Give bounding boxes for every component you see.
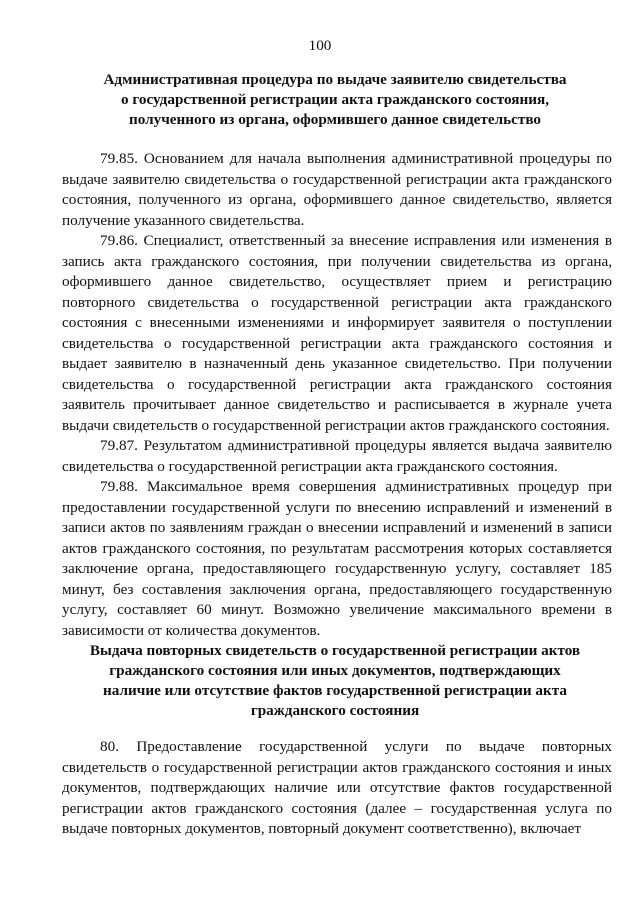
heading-line: о государственной регистрации акта гражданского состояния, [120,91,550,108]
paragraph-79-85: 79.85. Основанием для начала выполнения административной процедуры по выдаче заявителю свидетельства о государственной регистрации акта гражданского состояния, полученного из органа, оформившего данное свидетельство, является получение указанного свидетельства. [62,150,612,229]
heading-line: Административная процедура по выдаче заявителю свидетельства [103,71,567,88]
section-heading-repeat-certificates [70,641,600,721]
heading-line: наличие или отсутствие фактов государственной регистрации акта [103,682,567,699]
heading-line: полученного из органа, оформившего данное свидетельство [128,111,542,128]
paragraph-80: 80. Предоставление государственной услуги по выдаче повторных свидетельств о государственной регистрации актов гражданского состояния и иных документов, подтверждающих наличие или отсутствие фактов государственной регистрации актов гражданского состояния (далее – государственная услуга по выдаче повторных документов, повторный документ соответственно), включает [62,738,612,837]
page-number: 100 [308,37,332,54]
section-body-issuance [62,149,612,641]
paragraph-79-86: 79.86. Специалист, ответственный за внесение исправления или изменения в запись акта гражданского состояния, при получении свидетельства из органа, оформившего данное свидетельство, осуществляет прием и регистрацию повторного свидетельства о государственной регистрации акта гражданского состояния с внесенными изменениями и информирует заявителя о поступлении свидетельства о государственной регистрации акта гражданского состояния и выдает заявителю в назначенный день указанное свидетельство. При получении свидетельства о государственной регистрации акта гражданского состояния заявитель прочитывает данное свидетельство и расписывается в журнале учета выдачи свидетельств о государственной регистрации актов гражданского состояния. [62,232,612,434]
paragraph-79-87: 79.87. Результатом административной процедуры является выдача заявителю свидетельства о государственной регистрации акта гражданского состояния. [62,437,612,475]
heading-line: Выдача повторных свидетельств о государственной регистрации актов [89,642,581,659]
heading-line: гражданского состояния [250,702,420,719]
section-heading-issuance [70,70,600,130]
paragraph-79-88: 79.88. Максимальное время совершения административных процедур при предоставлении государственной услуги по внесению исправлений и изменений в записи актов по заявлениям граждан о внесении исправлений и изменений в записи актов гражданского состояния, по результатам рассмотрения которых составляется заключение органа, предоставляющего государственную услугу, составляет 185 минут, без составления заключения органа, предоставляющего государственную услугу, составляет 60 минут. Возможно увеличение максимального времени в зависимости от количества документов. [62,478,612,639]
section-body-repeat-certificates [62,737,612,840]
heading-line: гражданского состояния или иных документов, подтверждающих [109,662,561,679]
